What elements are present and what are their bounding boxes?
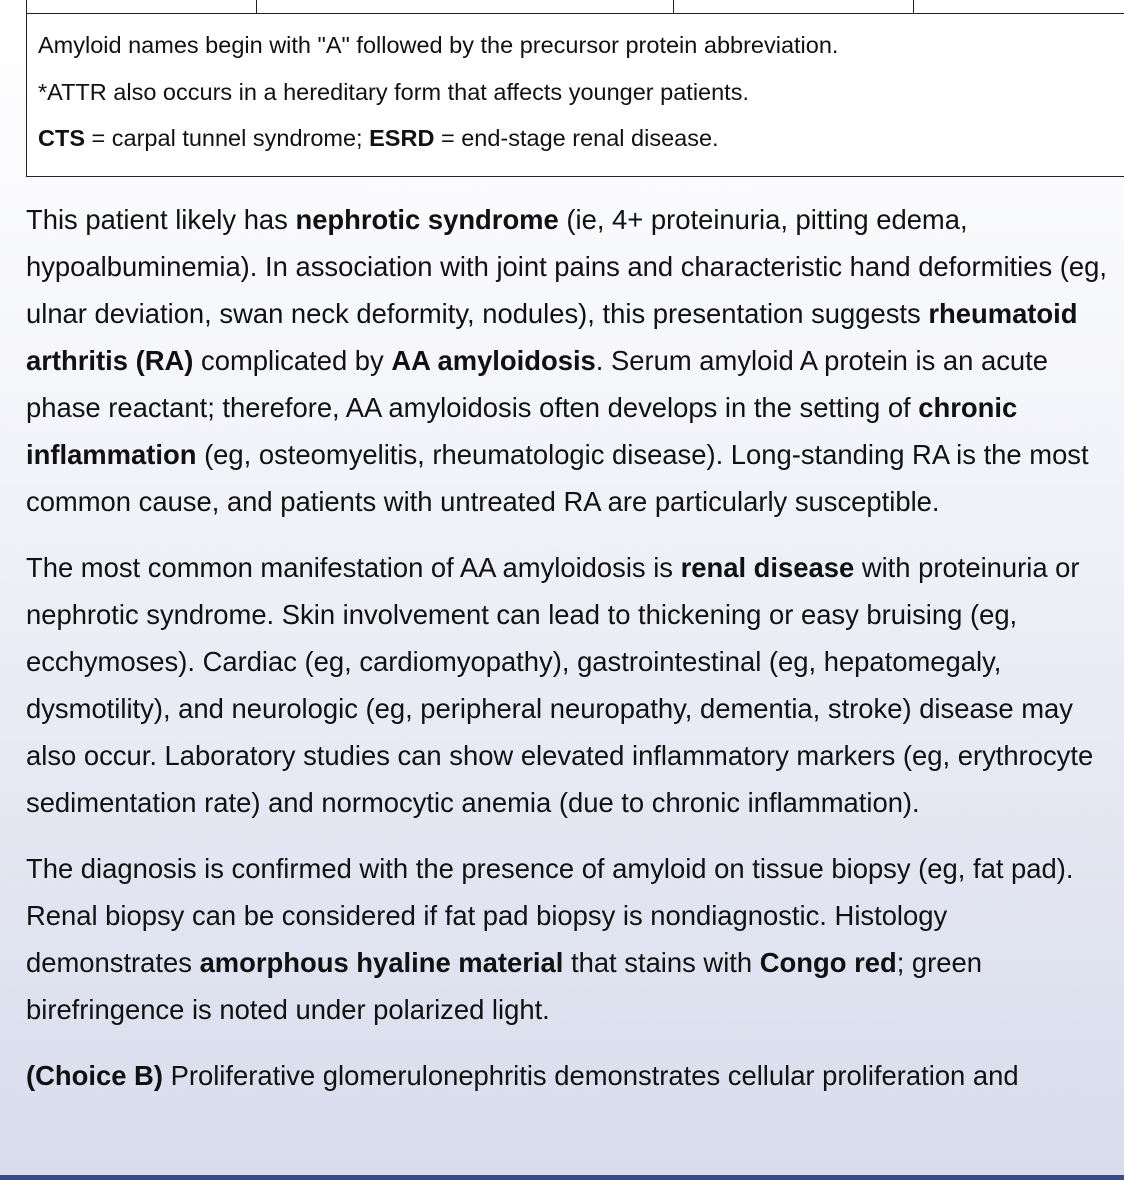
emphasized-term: Congo red (759, 947, 897, 978)
paragraph-text: The diagnosis is confirmed with the presence of amyloid on tissue biopsy (eg, fat pad). Renal biopsy can be considered if fat pad biopsy is nondiagnostic. Histology demonstrates (26, 853, 1074, 978)
explanation-body (26, 196, 1116, 1118)
emphasized-term: nephrotic syndrome (295, 204, 559, 235)
choice-explanation-paragraph (26, 1052, 1116, 1099)
emphasized-term: amorphous hyaline material (199, 947, 564, 978)
emphasized-term: renal disease (680, 552, 855, 583)
paragraph-text: . Serum amyloid A protein is an acute phase reactant; therefore, AA amyloidosis often develops in the setting of (26, 345, 1048, 423)
emphasized-term: rheumatoid arthritis (RA) (26, 298, 1078, 376)
paragraph-text: Proliferative glomerulonephritis demonstrates cellular proliferation and (162, 1060, 1019, 1091)
paragraph-text: ; green birefringence is noted under polarized light. (26, 947, 982, 1025)
paragraph-text: complicated by (193, 345, 392, 376)
footnote-line: Amyloid names begin with "A" followed by the precursor protein abbreviation. (38, 32, 839, 58)
emphasized-term: AA amyloidosis (391, 345, 596, 376)
table-cell-divider (673, 0, 674, 13)
explanation-paragraph (26, 845, 1116, 1033)
explanation-paragraph (26, 544, 1116, 826)
paragraph-text: with proteinuria or nephrotic syndrome. Skin involvement can lead to thickening or easy bruising (eg, ecchymoses). Cardiac (eg, cardiomyopathy), gastrointestinal (eg, hepatomegaly, dysmotility), and neurologic (eg, peripheral neuropathy, dementia, stroke) disease may also occur. Laboratory studies can show elevated inflammatory markers (eg, erythrocyte sedimentation rate) and normocytic anemia (due to chronic inflammation). (26, 552, 1094, 818)
paragraph-text: This patient likely has (26, 204, 296, 235)
table-bottom-edge (26, 0, 1124, 14)
footnote-text: = carpal tunnel syndrome; (85, 125, 370, 151)
footnote-text: = end-stage renal disease. (434, 125, 719, 151)
footnote-line: *ATTR also occurs in a hereditary form that affects younger patients. (38, 78, 749, 105)
explanation-paragraph (26, 196, 1116, 525)
emphasized-term: chronic inflammation (26, 392, 1018, 470)
footnote-term: ESRD (369, 125, 435, 151)
paragraph-text: (ie, 4+ proteinuria, pitting edema, hypoalbuminemia). In association with joint pains and characteristic hand deformities (eg, ulnar deviation, swan neck deformity, nodules), this presentation suggests (26, 204, 1107, 329)
paragraph-text: that stains with (563, 947, 760, 978)
emphasized-term: (Choice B) (26, 1060, 163, 1091)
table-cell-divider (256, 0, 257, 13)
paragraph-text: (eg, osteomyelitis, rheumatologic disease). Long-standing RA is the most common cause, and patients with untreated RA are particularly susceptible. (26, 439, 1089, 517)
footnote-abbreviations (38, 115, 1124, 162)
footnote-term: CTS (38, 125, 85, 151)
bottom-toolbar-edge (0, 1175, 1124, 1180)
table-cell-divider (913, 0, 914, 13)
table-footnotes (26, 13, 1124, 177)
paragraph-text: The most common manifestation of AA amyloidosis is (26, 552, 681, 583)
